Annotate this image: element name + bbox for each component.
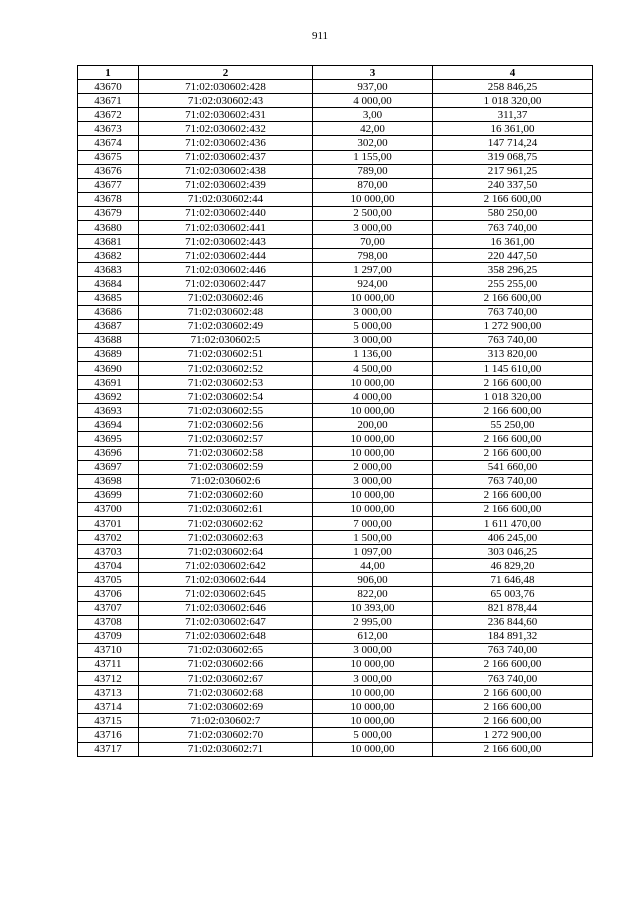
row-number-cell: 43713 [78, 686, 139, 700]
table-row [78, 263, 593, 277]
value-cell: 2 166 600,00 [433, 742, 593, 756]
value-cell: 313 820,00 [433, 347, 593, 361]
table-row [78, 474, 593, 488]
value-cell: 220 447,50 [433, 249, 593, 263]
value-cell: 763 740,00 [433, 474, 593, 488]
cadastral-number-cell: 71:02:030602:444 [139, 249, 313, 263]
area-cell: 5 000,00 [313, 319, 433, 333]
cadastral-number-cell: 71:02:030602:55 [139, 404, 313, 418]
cadastral-number-cell: 71:02:030602:437 [139, 150, 313, 164]
area-cell: 924,00 [313, 277, 433, 291]
cadastral-number-cell: 71:02:030602:441 [139, 221, 313, 235]
value-cell: 2 166 600,00 [433, 432, 593, 446]
cadastral-number-cell: 71:02:030602:644 [139, 573, 313, 587]
value-cell: 46 829,20 [433, 559, 593, 573]
table-row [78, 404, 593, 418]
value-cell: 2 166 600,00 [433, 714, 593, 728]
row-number-cell: 43691 [78, 376, 139, 390]
table-row [78, 742, 593, 756]
area-cell: 3 000,00 [313, 333, 433, 347]
cadastral-number-cell: 71:02:030602:46 [139, 291, 313, 305]
cadastral-number-cell: 71:02:030602:53 [139, 376, 313, 390]
value-cell: 2 166 600,00 [433, 657, 593, 671]
row-number-cell: 43714 [78, 700, 139, 714]
area-cell: 937,00 [313, 80, 433, 94]
area-cell: 1 297,00 [313, 263, 433, 277]
value-cell: 258 846,25 [433, 80, 593, 94]
area-cell: 3 000,00 [313, 305, 433, 319]
row-number-cell: 43687 [78, 319, 139, 333]
area-cell: 70,00 [313, 235, 433, 249]
area-cell: 10 000,00 [313, 657, 433, 671]
row-number-cell: 43673 [78, 122, 139, 136]
value-cell: 1 145 610,00 [433, 361, 593, 375]
row-number-cell: 43712 [78, 672, 139, 686]
cadastral-number-cell: 71:02:030602:68 [139, 686, 313, 700]
row-number-cell: 43711 [78, 657, 139, 671]
value-cell: 147 714,24 [433, 136, 593, 150]
area-cell: 10 000,00 [313, 714, 433, 728]
value-cell: 1 272 900,00 [433, 319, 593, 333]
area-cell: 3 000,00 [313, 672, 433, 686]
area-cell: 10 000,00 [313, 502, 433, 516]
row-number-cell: 43675 [78, 150, 139, 164]
row-number-cell: 43708 [78, 615, 139, 629]
area-cell: 2 995,00 [313, 615, 433, 629]
row-number-cell: 43683 [78, 263, 139, 277]
area-cell: 10 000,00 [313, 742, 433, 756]
cadastral-number-cell: 71:02:030602:439 [139, 178, 313, 192]
value-cell: 763 740,00 [433, 643, 593, 657]
area-cell: 906,00 [313, 573, 433, 587]
value-cell: 1 018 320,00 [433, 94, 593, 108]
table-row [78, 573, 593, 587]
area-cell: 2 500,00 [313, 206, 433, 220]
table-row [78, 390, 593, 404]
cadastral-number-cell: 71:02:030602:67 [139, 672, 313, 686]
cadastral-number-cell: 71:02:030602:7 [139, 714, 313, 728]
area-cell: 10 000,00 [313, 376, 433, 390]
value-cell: 236 844,60 [433, 615, 593, 629]
cadastral-number-cell: 71:02:030602:645 [139, 587, 313, 601]
value-cell: 763 740,00 [433, 221, 593, 235]
table-row [78, 319, 593, 333]
table-row [78, 347, 593, 361]
row-number-cell: 43686 [78, 305, 139, 319]
row-number-cell: 43674 [78, 136, 139, 150]
area-cell: 3,00 [313, 108, 433, 122]
value-cell: 2 166 600,00 [433, 376, 593, 390]
row-number-cell: 43696 [78, 446, 139, 460]
area-cell: 1 136,00 [313, 347, 433, 361]
header-col-1: 1 [78, 66, 139, 80]
cadastral-number-cell: 71:02:030602:438 [139, 164, 313, 178]
value-cell: 1 018 320,00 [433, 390, 593, 404]
table-row [78, 672, 593, 686]
table-row [78, 376, 593, 390]
row-number-cell: 43685 [78, 291, 139, 305]
row-number-cell: 43672 [78, 108, 139, 122]
value-cell: 16 361,00 [433, 235, 593, 249]
row-number-cell: 43681 [78, 235, 139, 249]
table-row [78, 164, 593, 178]
cadastral-number-cell: 71:02:030602:62 [139, 517, 313, 531]
table-header [78, 66, 593, 80]
cadastral-number-cell: 71:02:030602:58 [139, 446, 313, 460]
cadastral-number-cell: 71:02:030602:71 [139, 742, 313, 756]
area-cell: 798,00 [313, 249, 433, 263]
data-table [77, 65, 593, 757]
cadastral-number-cell: 71:02:030602:432 [139, 122, 313, 136]
area-cell: 10 000,00 [313, 686, 433, 700]
table-row [78, 277, 593, 291]
table-row [78, 291, 593, 305]
table-row [78, 80, 593, 94]
table-row [78, 714, 593, 728]
row-number-cell: 43704 [78, 559, 139, 573]
cadastral-number-cell: 71:02:030602:54 [139, 390, 313, 404]
area-cell: 4 000,00 [313, 94, 433, 108]
row-number-cell: 43694 [78, 418, 139, 432]
area-cell: 789,00 [313, 164, 433, 178]
row-number-cell: 43701 [78, 517, 139, 531]
cadastral-number-cell: 71:02:030602:52 [139, 361, 313, 375]
table-row [78, 192, 593, 206]
area-cell: 44,00 [313, 559, 433, 573]
cadastral-number-cell: 71:02:030602:428 [139, 80, 313, 94]
area-cell: 42,00 [313, 122, 433, 136]
table-row [78, 206, 593, 220]
area-cell: 10 000,00 [313, 488, 433, 502]
value-cell: 763 740,00 [433, 672, 593, 686]
value-cell: 240 337,50 [433, 178, 593, 192]
table-row [78, 517, 593, 531]
row-number-cell: 43709 [78, 629, 139, 643]
row-number-cell: 43716 [78, 728, 139, 742]
row-number-cell: 43684 [78, 277, 139, 291]
value-cell: 2 166 600,00 [433, 291, 593, 305]
area-cell: 10 000,00 [313, 404, 433, 418]
table-row [78, 333, 593, 347]
value-cell: 71 646,48 [433, 573, 593, 587]
row-number-cell: 43680 [78, 221, 139, 235]
value-cell: 217 961,25 [433, 164, 593, 178]
row-number-cell: 43699 [78, 488, 139, 502]
row-number-cell: 43670 [78, 80, 139, 94]
table-row [78, 150, 593, 164]
row-number-cell: 43678 [78, 192, 139, 206]
row-number-cell: 43693 [78, 404, 139, 418]
area-cell: 5 000,00 [313, 728, 433, 742]
table-row [78, 601, 593, 615]
row-number-cell: 43710 [78, 643, 139, 657]
cadastral-number-cell: 71:02:030602:446 [139, 263, 313, 277]
value-cell: 358 296,25 [433, 263, 593, 277]
table-row [78, 502, 593, 516]
table-row [78, 418, 593, 432]
value-cell: 319 068,75 [433, 150, 593, 164]
cadastral-number-cell: 71:02:030602:65 [139, 643, 313, 657]
value-cell: 763 740,00 [433, 305, 593, 319]
cadastral-number-cell: 71:02:030602:443 [139, 235, 313, 249]
row-number-cell: 43715 [78, 714, 139, 728]
cadastral-number-cell: 71:02:030602:56 [139, 418, 313, 432]
value-cell: 303 046,25 [433, 545, 593, 559]
cadastral-number-cell: 71:02:030602:69 [139, 700, 313, 714]
cadastral-number-cell: 71:02:030602:48 [139, 305, 313, 319]
header-col-4: 4 [433, 66, 593, 80]
area-cell: 10 000,00 [313, 700, 433, 714]
cadastral-number-cell: 71:02:030602:43 [139, 94, 313, 108]
cadastral-number-cell: 71:02:030602:66 [139, 657, 313, 671]
value-cell: 255 255,00 [433, 277, 593, 291]
value-cell: 1 611 470,00 [433, 517, 593, 531]
table-row [78, 545, 593, 559]
value-cell: 2 166 600,00 [433, 686, 593, 700]
area-cell: 822,00 [313, 587, 433, 601]
table-row [78, 587, 593, 601]
area-cell: 3 000,00 [313, 643, 433, 657]
row-number-cell: 43702 [78, 531, 139, 545]
cadastral-number-cell: 71:02:030602:6 [139, 474, 313, 488]
row-number-cell: 43705 [78, 573, 139, 587]
value-cell: 580 250,00 [433, 206, 593, 220]
table-row [78, 531, 593, 545]
area-cell: 870,00 [313, 178, 433, 192]
value-cell: 1 272 900,00 [433, 728, 593, 742]
row-number-cell: 43697 [78, 460, 139, 474]
table-row [78, 460, 593, 474]
value-cell: 2 166 600,00 [433, 488, 593, 502]
table-row [78, 122, 593, 136]
area-cell: 1 500,00 [313, 531, 433, 545]
header-col-2: 2 [139, 66, 313, 80]
table-row [78, 657, 593, 671]
table-row [78, 108, 593, 122]
row-number-cell: 43682 [78, 249, 139, 263]
area-cell: 10 000,00 [313, 192, 433, 206]
area-cell: 612,00 [313, 629, 433, 643]
table-row [78, 94, 593, 108]
table-row [78, 221, 593, 235]
area-cell: 1 097,00 [313, 545, 433, 559]
area-cell: 3 000,00 [313, 221, 433, 235]
cadastral-number-cell: 71:02:030602:61 [139, 502, 313, 516]
row-number-cell: 43677 [78, 178, 139, 192]
cadastral-number-cell: 71:02:030602:64 [139, 545, 313, 559]
table-row [78, 446, 593, 460]
row-number-cell: 43689 [78, 347, 139, 361]
value-cell: 2 166 600,00 [433, 404, 593, 418]
table-row [78, 249, 593, 263]
cadastral-number-cell: 71:02:030602:44 [139, 192, 313, 206]
table-row [78, 700, 593, 714]
cadastral-number-cell: 71:02:030602:646 [139, 601, 313, 615]
area-cell: 302,00 [313, 136, 433, 150]
value-cell: 821 878,44 [433, 601, 593, 615]
row-number-cell: 43706 [78, 587, 139, 601]
value-cell: 184 891,32 [433, 629, 593, 643]
table-body [78, 80, 593, 757]
table-row [78, 178, 593, 192]
cadastral-number-cell: 71:02:030602:60 [139, 488, 313, 502]
row-number-cell: 43688 [78, 333, 139, 347]
cadastral-number-cell: 71:02:030602:70 [139, 728, 313, 742]
row-number-cell: 43679 [78, 206, 139, 220]
row-number-cell: 43695 [78, 432, 139, 446]
row-number-cell: 43717 [78, 742, 139, 756]
row-number-cell: 43698 [78, 474, 139, 488]
table-row [78, 615, 593, 629]
area-cell: 1 155,00 [313, 150, 433, 164]
area-cell: 4 000,00 [313, 390, 433, 404]
cadastral-number-cell: 71:02:030602:5 [139, 333, 313, 347]
value-cell: 406 245,00 [433, 531, 593, 545]
cadastral-number-cell: 71:02:030602:642 [139, 559, 313, 573]
cadastral-number-cell: 71:02:030602:436 [139, 136, 313, 150]
cadastral-number-cell: 71:02:030602:431 [139, 108, 313, 122]
table-row [78, 728, 593, 742]
row-number-cell: 43692 [78, 390, 139, 404]
table-row [78, 136, 593, 150]
value-cell: 763 740,00 [433, 333, 593, 347]
cadastral-number-cell: 71:02:030602:59 [139, 460, 313, 474]
table-row [78, 643, 593, 657]
value-cell: 65 003,76 [433, 587, 593, 601]
row-number-cell: 43700 [78, 502, 139, 516]
table-row [78, 488, 593, 502]
cadastral-number-cell: 71:02:030602:447 [139, 277, 313, 291]
cadastral-number-cell: 71:02:030602:648 [139, 629, 313, 643]
area-cell: 10 000,00 [313, 432, 433, 446]
area-cell: 3 000,00 [313, 474, 433, 488]
table-row [78, 305, 593, 319]
area-cell: 10 393,00 [313, 601, 433, 615]
cadastral-number-cell: 71:02:030602:57 [139, 432, 313, 446]
value-cell: 2 166 600,00 [433, 700, 593, 714]
area-cell: 10 000,00 [313, 446, 433, 460]
value-cell: 311,37 [433, 108, 593, 122]
area-cell: 2 000,00 [313, 460, 433, 474]
table-row [78, 432, 593, 446]
page-number: 911 [311, 30, 329, 42]
value-cell: 55 250,00 [433, 418, 593, 432]
header-col-3: 3 [313, 66, 433, 80]
header-row [78, 66, 593, 80]
table-row [78, 361, 593, 375]
row-number-cell: 43690 [78, 361, 139, 375]
table-row [78, 559, 593, 573]
area-cell: 10 000,00 [313, 291, 433, 305]
row-number-cell: 43671 [78, 94, 139, 108]
cadastral-number-cell: 71:02:030602:63 [139, 531, 313, 545]
table-row [78, 629, 593, 643]
cadastral-number-cell: 71:02:030602:647 [139, 615, 313, 629]
value-cell: 2 166 600,00 [433, 192, 593, 206]
table-row [78, 235, 593, 249]
row-number-cell: 43707 [78, 601, 139, 615]
area-cell: 7 000,00 [313, 517, 433, 531]
area-cell: 4 500,00 [313, 361, 433, 375]
value-cell: 2 166 600,00 [433, 502, 593, 516]
area-cell: 200,00 [313, 418, 433, 432]
cadastral-number-cell: 71:02:030602:49 [139, 319, 313, 333]
cadastral-number-cell: 71:02:030602:51 [139, 347, 313, 361]
row-number-cell: 43703 [78, 545, 139, 559]
cadastral-number-cell: 71:02:030602:440 [139, 206, 313, 220]
value-cell: 2 166 600,00 [433, 446, 593, 460]
table-row [78, 686, 593, 700]
value-cell: 16 361,00 [433, 122, 593, 136]
value-cell: 541 660,00 [433, 460, 593, 474]
row-number-cell: 43676 [78, 164, 139, 178]
